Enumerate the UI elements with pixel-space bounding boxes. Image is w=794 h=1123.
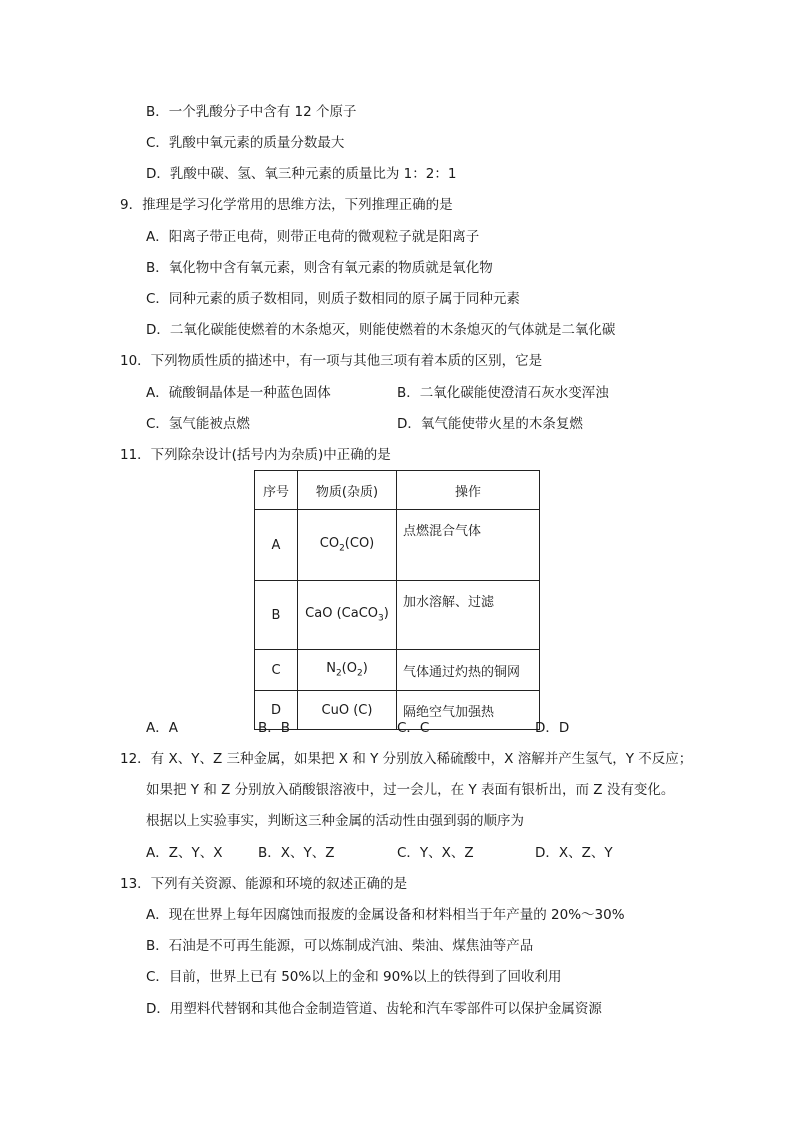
q9-option-a: A．阳离子带正电荷，则带正电荷的微观粒子就是阳离子: [146, 229, 480, 245]
q9-option-d: D．二氧化碳能使燃着的木条熄灭，则能使燃着的木条熄灭的气体就是二氧化碳: [146, 322, 616, 338]
q8-option-b: B．一个乳酸分子中含有 12 个原子: [146, 104, 357, 120]
q8-option-c: C．乳酸中氧元素的质量分数最大: [146, 135, 345, 151]
q13-option-b: B．石油是不可再生能源，可以炼制成汽油、柴油、煤焦油等产品: [146, 938, 534, 954]
q10-stem: 10．下列物质性质的描述中，有一项与其他三项有着本质的区别，它是: [120, 353, 543, 369]
row-id: B: [255, 581, 298, 650]
q12-option-c: C．Y、X、Z: [397, 845, 474, 861]
q13-option-a: A．现在世界上每年因腐蚀而报废的金属设备和材料相当于年产量的 20%～30%: [146, 907, 625, 923]
q12-stem-line3: 根据以上实验事实，判断这三种金属的活动性由强到弱的顺序为: [146, 813, 524, 829]
impurity-removal-table: [254, 470, 540, 730]
q13-option-d: D．用塑料代替钢和其他合金制造管道、齿轮和汽车零部件可以保护金属资源: [146, 1001, 602, 1017]
q8-option-d: D．乳酸中碳、氢、氧三种元素的质量比为 1：2：1: [146, 166, 457, 182]
table-row: [255, 581, 540, 650]
table-header-cell: 物质(杂质): [298, 471, 397, 510]
q12-option-a: A．Z、Y、X: [146, 845, 223, 861]
row-id: C: [255, 650, 298, 691]
q11-option-b: B．B: [258, 720, 291, 736]
substance-cell: CuO (C): [298, 691, 397, 730]
q9-stem: 9．推理是学习化学常用的思维方法，下列推理正确的是: [120, 197, 453, 213]
table-header-row: [255, 471, 540, 510]
q9-option-c: C．同种元素的质子数相同，则质子数相同的原子属于同种元素: [146, 291, 520, 307]
substance-cell: CaO (CaCO$_3$): [298, 581, 397, 650]
table-row: [255, 650, 540, 691]
q12-stem-line2: 如果把 Y 和 Z 分别放入硝酸银溶液中，过一会儿，在 Y 表面有银析出，而 Z 没有变化。: [146, 782, 675, 798]
q11-option-a: A．A: [146, 720, 178, 736]
q13-option-c: C．目前，世界上已有 50%以上的金和 90%以上的铁得到了回收利用: [146, 969, 562, 985]
q12-option-d: D．X、Z、Y: [535, 845, 613, 861]
q12-option-b: B．X、Y、Z: [258, 845, 335, 861]
row-id: D: [255, 691, 298, 730]
table-row: [255, 510, 540, 581]
operation-cell: 气体通过灼热的铜网: [397, 650, 540, 691]
q11-stem: 11．下列除杂设计(括号内为杂质)中正确的是: [120, 447, 391, 463]
q10-option-d: D．氧气能使带火星的木条复燃: [397, 416, 583, 432]
q10-option-b: B．二氧化碳能使澄清石灰水变浑浊: [397, 385, 609, 401]
row-id: A: [255, 510, 298, 581]
q10-option-c: C．氢气能被点燃: [146, 416, 250, 432]
table-header-cell: 操作: [397, 471, 540, 510]
q12-stem-line1: 12．有 X、Y、Z 三种金属，如果把 X 和 Y 分别放入稀硫酸中，X 溶解并产生氢气，Y 不反应；: [120, 751, 693, 767]
substance-cell: $N_2(O_2)$: [298, 650, 397, 691]
operation-cell: 隔绝空气加强热: [397, 691, 540, 730]
operation-cell: 加水溶解、过滤: [397, 581, 540, 650]
operation-cell: 点燃混合气体: [397, 510, 540, 581]
q10-option-a: A．硫酸铜晶体是一种蓝色固体: [146, 385, 331, 401]
q13-stem: 13．下列有关资源、能源和环境的叙述正确的是: [120, 876, 408, 892]
q11-option-d: D．D: [535, 720, 570, 736]
q9-option-b: B．氧化物中含有氧元素，则含有氧元素的物质就是氧化物: [146, 260, 493, 276]
q11-option-c: C．C: [397, 720, 430, 736]
table-header-cell: 序号: [255, 471, 298, 510]
substance-cell: $CO_2(CO)$: [298, 510, 397, 581]
